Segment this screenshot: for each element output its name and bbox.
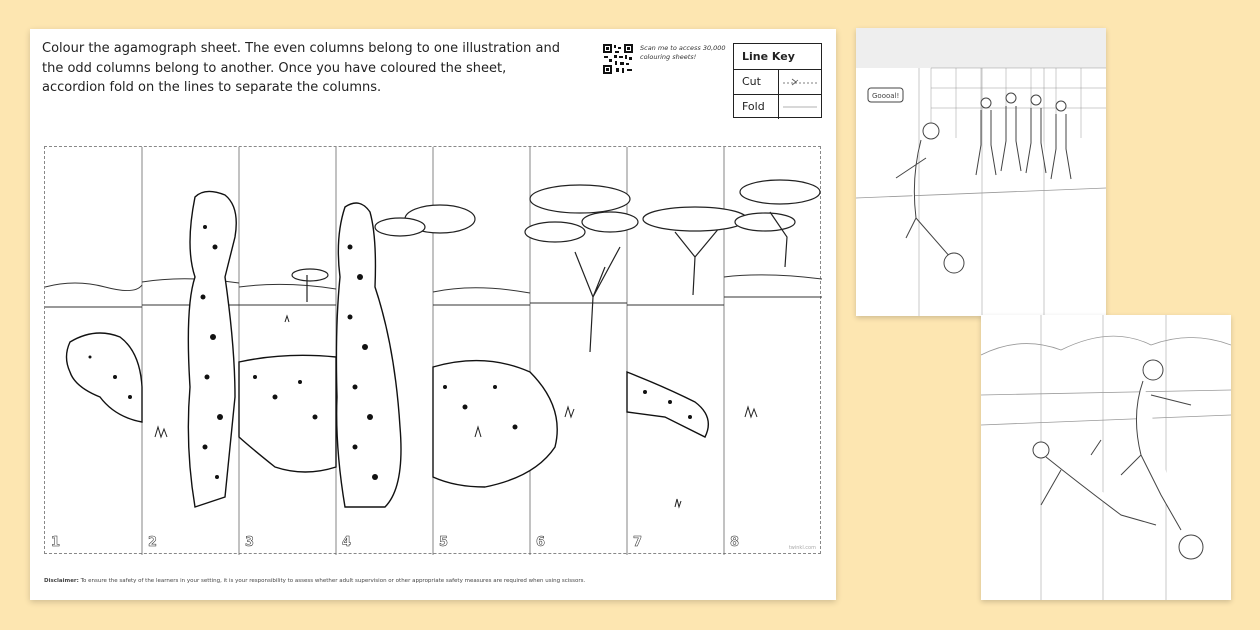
- fold-label: Fold: [742, 100, 765, 113]
- disclaimer: [44, 578, 824, 584]
- folded-preview-penalty: [856, 28, 1106, 316]
- fold-line-sample-icon: [778, 95, 819, 119]
- cut-label: Cut: [742, 75, 761, 88]
- sign-text: Goooal!: [872, 92, 900, 100]
- instructions-text: Colour the agamograph sheet. The even columns belong to one illustration and the odd columns belong to another. Once you have coloured the sheet, accordion fold on the lines to separate the columns.: [42, 41, 560, 95]
- columns-area: [44, 146, 821, 554]
- line-key-table: [733, 43, 822, 118]
- column-number: 8: [730, 535, 740, 550]
- column-number: 6: [536, 535, 546, 550]
- column-number: 1: [51, 535, 61, 550]
- column-number: 4: [342, 535, 352, 550]
- cut-line-sample-icon: [778, 70, 819, 94]
- disclaimer-label: Disclaimer:: [44, 578, 79, 584]
- column-number: 5: [439, 535, 449, 550]
- watermark: twinkl.com: [788, 545, 816, 551]
- football-tackle-illustration: [981, 315, 1231, 600]
- column-number: 2: [148, 535, 158, 550]
- line-key-fold-row: [734, 95, 821, 119]
- column-number: 7: [633, 535, 643, 550]
- qr-caption: Scan me to access 30,000 colouring sheets!: [640, 44, 726, 61]
- football-penalty-illustration: [856, 28, 1106, 316]
- folded-preview-tackle: [981, 315, 1231, 600]
- line-key-cut-row: [734, 70, 821, 95]
- disclaimer-text: To ensure the safety of the learners in your setting, it is your responsibility to assess whether adult supervision or other appropriate safety measures are required when using scissors.: [80, 578, 586, 584]
- line-key-title: Line Key: [734, 44, 821, 70]
- column-number: 3: [245, 535, 255, 550]
- agamograph-sheet: [30, 29, 836, 600]
- qr-code-icon[interactable]: [602, 43, 634, 75]
- cheetah-illustration: [45, 147, 822, 555]
